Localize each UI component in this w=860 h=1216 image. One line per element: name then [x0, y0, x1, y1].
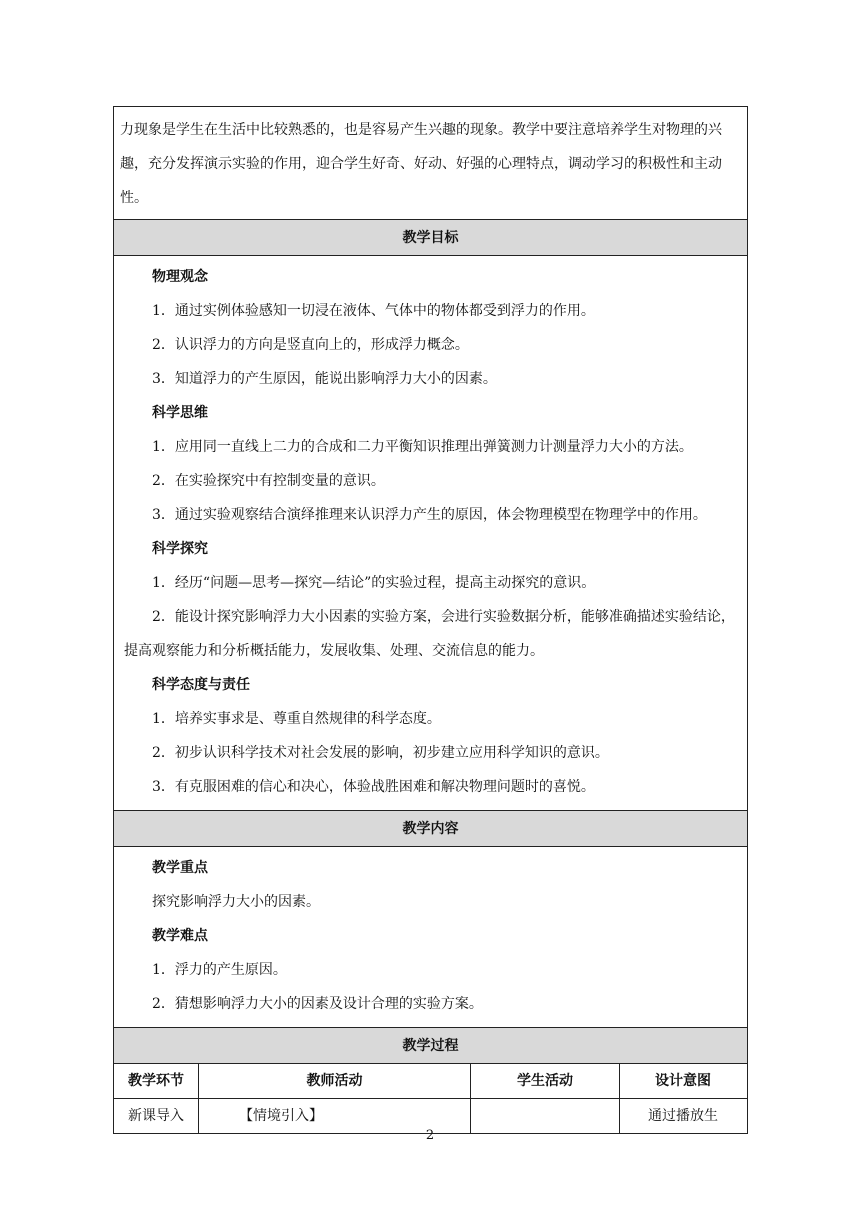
- goal-item: 2．在实验探究中有控制变量的意识。: [152, 473, 385, 489]
- content-block: [114, 847, 748, 1028]
- subheading-scientific-inquiry: 科学探究: [152, 541, 208, 557]
- page-number: 2: [425, 1128, 435, 1143]
- goal-item: 1．通过实例体验感知一切浸在液体、气体中的物体都受到浮力的作用。: [152, 303, 595, 319]
- subheading-key-points: 教学重点: [152, 860, 208, 876]
- subheading-physics-concept: 物理观念: [152, 269, 208, 285]
- goal-item: 3．有克服困难的信心和决心，体验战胜困难和解决物理问题时的喜悦。: [152, 779, 595, 795]
- row-cell-intent: 通过播放生: [648, 1108, 718, 1124]
- subheading-difficult-points: 教学难点: [152, 928, 208, 944]
- process-table-header: [114, 1064, 748, 1099]
- goal-item: 3．通过实验观察结合演绎推理来认识浮力产生的原因，体会物理模型在物理学中的作用。: [152, 507, 707, 523]
- content-item: 2．猜想影响浮力大小的因素及设计合理的实验方案。: [152, 996, 483, 1012]
- goal-item: 3．知道浮力的产生原因，能说出影响浮力大小的因素。: [152, 371, 497, 387]
- goal-item: 2．能设计探究影响浮力大小因素的实验方案，会进行实验数据分析，能够准确描述实验结论，提高观察能力和分析概括能力，发展收集、处理、交流信息的能力。: [124, 609, 735, 659]
- intro-paragraph: 力现象是学生在生活中比较熟悉的，也是容易产生兴趣的现象。教学中要注意培养学生对物理的兴趣，充分发挥演示实验的作用，迎合学生好奇、好动、好强的心理特点，调动学习的积极性和主动性。: [114, 107, 748, 220]
- header-cell-teacher: 教师活动: [199, 1064, 471, 1098]
- row-cell-teacher: 【情境引入】: [199, 1099, 471, 1133]
- section-header-content: 教学内容: [114, 811, 748, 847]
- goal-item: 1．经历“问题—思考—探究—结论”的实验过程，提高主动探究的意识。: [152, 575, 596, 591]
- goals-block: [114, 256, 748, 811]
- section-header-goals: 教学目标: [114, 220, 748, 256]
- content-item: 探究影响浮力大小的因素。: [152, 894, 320, 910]
- lesson-plan-table: [113, 106, 748, 1134]
- header-cell-intent: 设计意图: [655, 1073, 711, 1089]
- goal-item: 1．应用同一直线上二力的合成和二力平衡知识推理出弹簧测力计测量浮力大小的方法。: [152, 439, 693, 455]
- content-item: 1．浮力的产生原因。: [152, 962, 287, 978]
- goal-item: 2．认识浮力的方向是竖直向上的，形成浮力概念。: [152, 337, 469, 353]
- row-cell-stage: 新课导入: [114, 1099, 199, 1133]
- goal-item: 1．培养实事求是、尊重自然规律的科学态度。: [152, 711, 441, 727]
- header-cell-student: 学生活动: [471, 1064, 620, 1098]
- subheading-scientific-thinking: 科学思维: [152, 405, 208, 421]
- subheading-attitude-responsibility: 科学态度与责任: [152, 677, 250, 693]
- header-cell-stage: 教学环节: [114, 1064, 199, 1098]
- goal-item: 2．初步认识科学技术对社会发展的影响，初步建立应用科学知识的意识。: [152, 745, 609, 761]
- section-header-process: 教学过程: [114, 1028, 748, 1064]
